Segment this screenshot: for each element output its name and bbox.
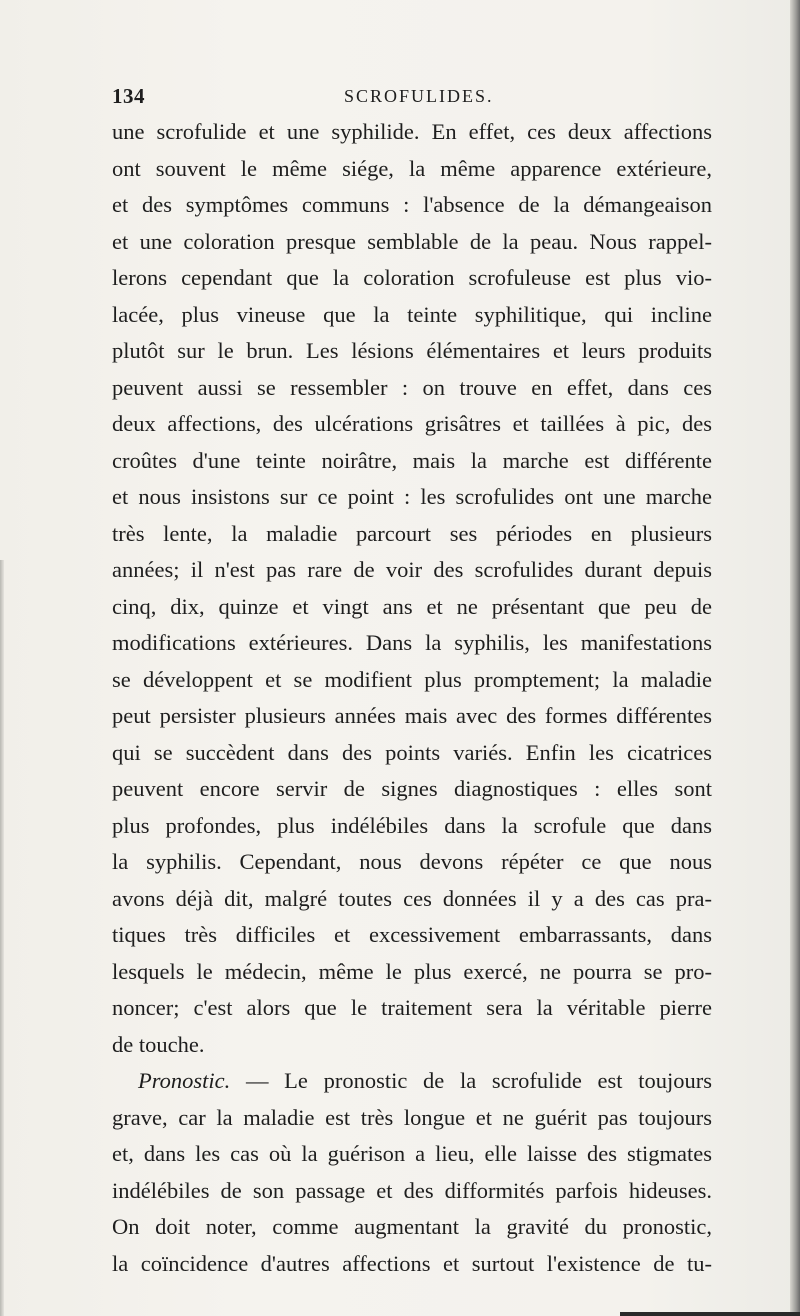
text-line: et, dans les cas où la guérison a lieu, elle laisse des stigmates [112, 1141, 712, 1166]
text-line: lacée, plus vineuse que la teinte syphilitique, qui incline [112, 301, 712, 327]
text-line: lesquels le médecin, même le plus exercé, ne pourra se pro- [112, 958, 712, 984]
text-line: une scrofulide et une syphilide. En effet, ces deux affections [112, 119, 712, 144]
text-line: deux affections, des ulcérations grisâtres et taillées à pic, des [112, 411, 712, 436]
text-line-fragment: — Le pronostic de la scrofulide est toujours [230, 1068, 712, 1093]
page-bottom-edge [620, 1312, 800, 1316]
text-line: qui se succèdent dans des points variés. Enfin les cicatrices [112, 739, 712, 765]
page-header [112, 84, 712, 114]
text-line: On doit noter, comme augmentant la gravité du pronostic, [112, 1214, 712, 1239]
text-line: se développent et se modifient plus promptement; la maladie [112, 666, 712, 692]
text-line: années; il n'est pas rare de voir des scrofulides durant depuis [112, 557, 712, 582]
text-line: et nous insistons sur ce point : les scrofulides ont une marche [112, 484, 712, 509]
text-line: ont souvent le même siége, la même apparence extérieure, [112, 155, 712, 181]
body-text [112, 114, 712, 1282]
text-line: grave, car la maladie est très longue et ne guérit pas toujours [112, 1104, 712, 1130]
text-line: plus profondes, plus indélébiles dans la scrofule que dans [112, 812, 712, 838]
section-heading-pronostic: Pronostic. [138, 1068, 231, 1093]
text-line: tiques très difficiles et excessivement embarrassants, dans [112, 922, 712, 947]
pronostic-paragraph-start [112, 1063, 712, 1100]
text-line: indélébiles de son passage et des difformités parfois hideuses. [112, 1177, 712, 1203]
text-line: peuvent aussi se ressembler : on trouve en effet, dans ces [112, 374, 712, 400]
text-line: et des symptômes communs : l'absence de la démangeaison [112, 192, 712, 217]
text-line: plutôt sur le brun. Les lésions élémentaires et leurs produits [112, 338, 712, 363]
page-right-edge [790, 0, 800, 1316]
text-line: lerons cependant que la coloration scrofuleuse est plus vio- [112, 265, 712, 290]
text-line: croûtes d'une teinte noirâtre, mais la marche est différente [112, 447, 712, 473]
text-line: de touche. [112, 1031, 205, 1057]
text-line: peuvent encore servir de signes diagnostiques : elles sont [112, 776, 712, 801]
text-line: très lente, la maladie parcourt ses périodes en plusieurs [112, 520, 712, 546]
page-number: 134 [112, 84, 145, 108]
running-head: SCROFULIDES. [344, 86, 494, 106]
page-left-shadow [0, 560, 4, 1316]
text-line: peut persister plusieurs années mais avec des formes différentes [112, 703, 712, 728]
text-line: modifications extérieures. Dans la syphilis, les manifestations [112, 630, 712, 655]
text-line: et une coloration presque semblable de la peau. Nous rappel- [112, 228, 712, 254]
text-line: noncer; c'est alors que le traitement sera la véritable pierre [112, 995, 712, 1020]
text-line: avons déjà dit, malgré toutes ces données il y a des cas pra- [112, 885, 712, 911]
text-line: la coïncidence d'autres affections et surtout l'existence de tu- [112, 1250, 712, 1276]
text-line: cinq, dix, quinze et vingt ans et ne présentant que peu de [112, 593, 712, 619]
text-line: la syphilis. Cependant, nous devons répéter ce que nous [112, 849, 712, 874]
